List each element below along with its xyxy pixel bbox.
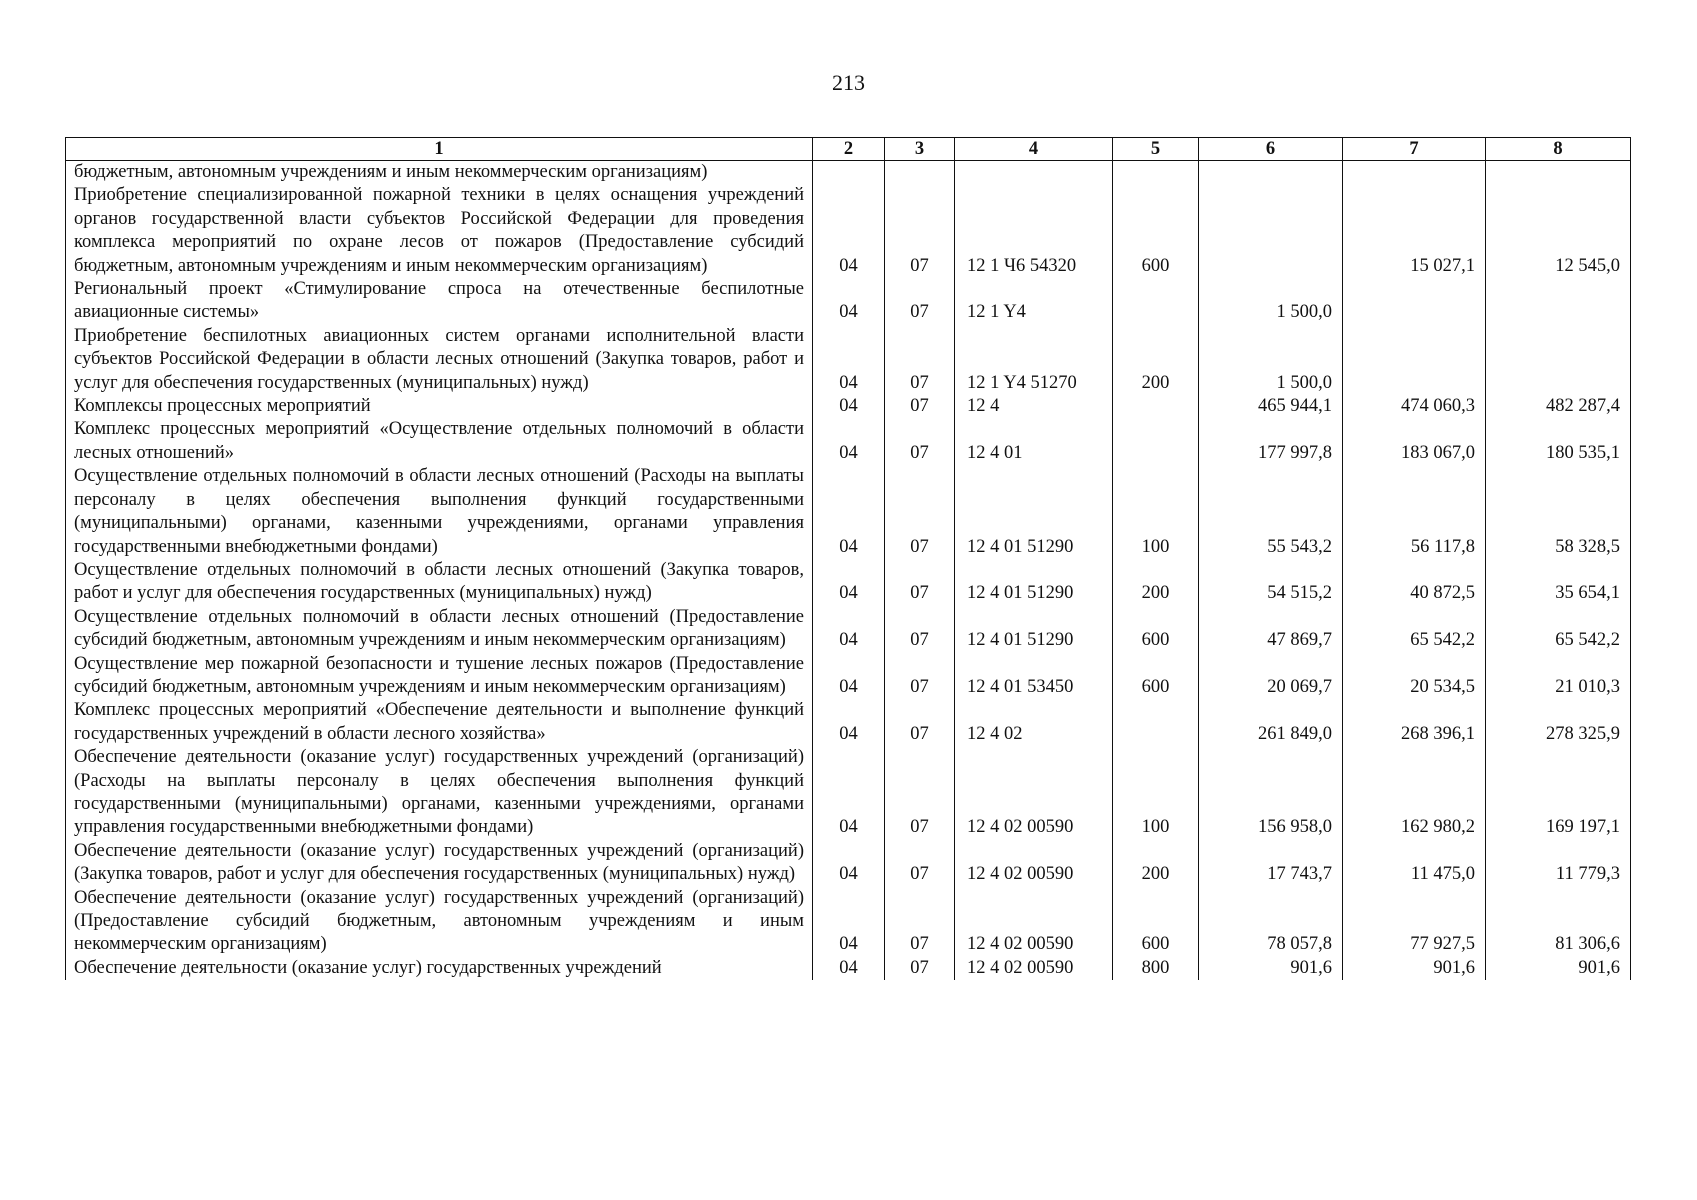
header-col-8: 8 <box>1486 138 1631 161</box>
row-target-article-code: 12 4 01 51290 <box>955 465 1113 559</box>
table-row <box>66 840 1631 887</box>
table-row <box>66 418 1631 465</box>
row-description: Комплекс процессных мероприятий «Обеспечение деятельности и выполнение функций государственных учреждений в области лесного хозяйства» <box>66 699 813 746</box>
row-target-article-code: 12 4 01 51290 <box>955 559 1113 606</box>
table-row <box>66 395 1631 418</box>
row-amount-col6: 1 500,0 <box>1199 278 1343 325</box>
table-row <box>66 606 1631 653</box>
row-expense-type-code: 200 <box>1113 325 1199 395</box>
row-amount-col8: 12 545,0 <box>1486 184 1631 278</box>
row-description: Осуществление мер пожарной безопасности и тушение лесных пожаров (Предоставление субсидий бюджетным, автономным учреждениям и иным некоммерческим организациям) <box>66 653 813 700</box>
row-amount-col8: 81 306,6 <box>1486 887 1631 957</box>
row-description: бюджетным, автономным учреждениям и иным некоммерческим организациям) <box>66 161 813 185</box>
row-section-code: 04 <box>813 559 885 606</box>
row-amount-col7: 901,6 <box>1343 957 1486 980</box>
row-target-article-code: 12 1 Y4 <box>955 278 1113 325</box>
row-section-code: 04 <box>813 395 885 418</box>
row-description: Осуществление отдельных полномочий в области лесных отношений (Закупка товаров, работ и услуг для обеспечения государственных (муниципальных) нужд) <box>66 559 813 606</box>
row-description: Приобретение специализированной пожарной техники в целях оснащения учреждений органов государственной власти субъектов Российской Федерации для проведения комплекса мероприятий по охране лесов от пожаров (Предоставление субсидий бюджетным, автономным учреждениям и иным некоммерческим организациям) <box>66 184 813 278</box>
row-description: Обеспечение деятельности (оказание услуг) государственных учреждений (организаций) (Расходы на выплаты персоналу в целях обеспечения выполнения функций государственными (муниципальными) органами, казенными учреждениями, органами управления государственными внебюджетными фондами) <box>66 746 813 840</box>
row-amount-col7: 474 060,3 <box>1343 395 1486 418</box>
row-section-code: 04 <box>813 418 885 465</box>
row-target-article-code: 12 4 02 00590 <box>955 746 1113 840</box>
row-amount-col6: 465 944,1 <box>1199 395 1343 418</box>
row-target-article-code <box>955 161 1113 185</box>
row-amount-col7: 77 927,5 <box>1343 887 1486 957</box>
row-section-code: 04 <box>813 465 885 559</box>
table-row <box>66 957 1631 980</box>
table-row <box>66 465 1631 559</box>
page-number: 213 <box>832 70 865 95</box>
row-amount-col6: 17 743,7 <box>1199 840 1343 887</box>
row-section-code: 04 <box>813 606 885 653</box>
header-col-4: 4 <box>955 138 1113 161</box>
header-col-5: 5 <box>1113 138 1199 161</box>
row-amount-col6: 1 500,0 <box>1199 325 1343 395</box>
row-description: Обеспечение деятельности (оказание услуг) государственных учреждений <box>66 957 813 980</box>
row-target-article-code: 12 4 02 00590 <box>955 887 1113 957</box>
row-amount-col8: 65 542,2 <box>1486 606 1631 653</box>
row-amount-col8: 35 654,1 <box>1486 559 1631 606</box>
row-subsection-code <box>885 161 955 185</box>
row-amount-col8 <box>1486 161 1631 185</box>
header-row <box>66 138 1631 161</box>
row-amount-col6: 261 849,0 <box>1199 699 1343 746</box>
row-description: Комплексы процессных мероприятий <box>66 395 813 418</box>
table-row <box>66 746 1631 840</box>
row-amount-col7: 15 027,1 <box>1343 184 1486 278</box>
row-section-code: 04 <box>813 325 885 395</box>
row-section-code: 04 <box>813 746 885 840</box>
row-target-article-code: 12 1 Y4 51270 <box>955 325 1113 395</box>
row-expense-type-code <box>1113 395 1199 418</box>
row-subsection-code: 07 <box>885 699 955 746</box>
row-expense-type-code: 600 <box>1113 887 1199 957</box>
row-section-code: 04 <box>813 278 885 325</box>
row-subsection-code: 07 <box>885 840 955 887</box>
row-target-article-code: 12 4 02 00590 <box>955 840 1113 887</box>
row-description: Осуществление отдельных полномочий в области лесных отношений (Расходы на выплаты персоналу в целях обеспечения выполнения функций государственными (муниципальными) органами, казенными учреждениями, органами управления государственными внебюджетными фондами) <box>66 465 813 559</box>
row-amount-col6: 54 515,2 <box>1199 559 1343 606</box>
row-target-article-code: 12 4 02 <box>955 699 1113 746</box>
row-subsection-code: 07 <box>885 325 955 395</box>
row-amount-col8: 58 328,5 <box>1486 465 1631 559</box>
row-section-code: 04 <box>813 653 885 700</box>
header-col-1: 1 <box>66 138 813 161</box>
row-amount-col8: 11 779,3 <box>1486 840 1631 887</box>
row-amount-col8: 21 010,3 <box>1486 653 1631 700</box>
row-subsection-code: 07 <box>885 278 955 325</box>
row-description: Комплекс процессных мероприятий «Осуществление отдельных полномочий в области лесных отношений» <box>66 418 813 465</box>
row-section-code: 04 <box>813 699 885 746</box>
row-amount-col7: 162 980,2 <box>1343 746 1486 840</box>
row-section-code: 04 <box>813 840 885 887</box>
row-section-code <box>813 161 885 185</box>
row-amount-col7: 20 534,5 <box>1343 653 1486 700</box>
table-row <box>66 325 1631 395</box>
table-row <box>66 184 1631 278</box>
row-subsection-code: 07 <box>885 746 955 840</box>
row-expense-type-code: 100 <box>1113 746 1199 840</box>
header-col-7: 7 <box>1343 138 1486 161</box>
header-col-3: 3 <box>885 138 955 161</box>
row-subsection-code: 07 <box>885 957 955 980</box>
header-col-6: 6 <box>1199 138 1343 161</box>
row-subsection-code: 07 <box>885 395 955 418</box>
row-amount-col8: 482 287,4 <box>1486 395 1631 418</box>
row-amount-col6: 47 869,7 <box>1199 606 1343 653</box>
row-amount-col7 <box>1343 161 1486 185</box>
row-section-code: 04 <box>813 887 885 957</box>
row-amount-col6 <box>1199 184 1343 278</box>
header-col-2: 2 <box>813 138 885 161</box>
row-amount-col7: 268 396,1 <box>1343 699 1486 746</box>
row-amount-col7: 56 117,8 <box>1343 465 1486 559</box>
row-amount-col6: 20 069,7 <box>1199 653 1343 700</box>
row-amount-col7: 40 872,5 <box>1343 559 1486 606</box>
row-amount-col7: 183 067,0 <box>1343 418 1486 465</box>
table-row <box>66 653 1631 700</box>
row-amount-col7: 65 542,2 <box>1343 606 1486 653</box>
row-amount-col6: 78 057,8 <box>1199 887 1343 957</box>
row-description: Обеспечение деятельности (оказание услуг) государственных учреждений (организаций) (Предоставление субсидий бюджетным, автономным учреждениям и иным некоммерческим организациям) <box>66 887 813 957</box>
row-amount-col6 <box>1199 161 1343 185</box>
row-expense-type-code: 100 <box>1113 465 1199 559</box>
row-target-article-code: 12 4 01 <box>955 418 1113 465</box>
row-target-article-code: 12 4 02 00590 <box>955 957 1113 980</box>
row-amount-col7 <box>1343 325 1486 395</box>
row-description: Приобретение беспилотных авиационных систем органами исполнительной власти субъектов Российской Федерации в области лесных отношений (Закупка товаров, работ и услуг для обеспечения государственных (муниципальных) нужд) <box>66 325 813 395</box>
row-amount-col8: 169 197,1 <box>1486 746 1631 840</box>
row-expense-type-code: 200 <box>1113 840 1199 887</box>
row-amount-col6: 901,6 <box>1199 957 1343 980</box>
row-amount-col7: 11 475,0 <box>1343 840 1486 887</box>
table-row <box>66 887 1631 957</box>
row-description: Обеспечение деятельности (оказание услуг) государственных учреждений (организаций) (Закупка товаров, работ и услуг для обеспечения государственных (муниципальных) нужд) <box>66 840 813 887</box>
row-expense-type-code <box>1113 278 1199 325</box>
row-section-code: 04 <box>813 957 885 980</box>
row-target-article-code: 12 1 Ч6 54320 <box>955 184 1113 278</box>
row-expense-type-code: 800 <box>1113 957 1199 980</box>
row-expense-type-code: 600 <box>1113 184 1199 278</box>
row-amount-col8: 278 325,9 <box>1486 699 1631 746</box>
row-amount-col7 <box>1343 278 1486 325</box>
row-amount-col6: 156 958,0 <box>1199 746 1343 840</box>
row-amount-col8: 901,6 <box>1486 957 1631 980</box>
table-body <box>66 161 1631 981</box>
row-amount-col8 <box>1486 325 1631 395</box>
row-target-article-code: 12 4 01 53450 <box>955 653 1113 700</box>
table-row <box>66 559 1631 606</box>
row-amount-col8 <box>1486 278 1631 325</box>
row-expense-type-code: 600 <box>1113 606 1199 653</box>
row-amount-col8: 180 535,1 <box>1486 418 1631 465</box>
row-target-article-code: 12 4 01 51290 <box>955 606 1113 653</box>
table-row <box>66 278 1631 325</box>
row-subsection-code: 07 <box>885 465 955 559</box>
budget-table <box>65 137 1631 980</box>
table-row <box>66 161 1631 185</box>
row-expense-type-code <box>1113 418 1199 465</box>
row-amount-col6: 177 997,8 <box>1199 418 1343 465</box>
row-subsection-code: 07 <box>885 184 955 278</box>
row-target-article-code: 12 4 <box>955 395 1113 418</box>
row-description: Осуществление отдельных полномочий в области лесных отношений (Предоставление субсидий бюджетным, автономным учреждениям и иным некоммерческим организациям) <box>66 606 813 653</box>
row-subsection-code: 07 <box>885 606 955 653</box>
row-subsection-code: 07 <box>885 653 955 700</box>
row-description: Региональный проект «Стимулирование спроса на отечественные беспилотные авиационные системы» <box>66 278 813 325</box>
row-expense-type-code <box>1113 699 1199 746</box>
row-subsection-code: 07 <box>885 559 955 606</box>
row-expense-type-code <box>1113 161 1199 185</box>
row-subsection-code: 07 <box>885 887 955 957</box>
row-expense-type-code: 200 <box>1113 559 1199 606</box>
row-subsection-code: 07 <box>885 418 955 465</box>
row-section-code: 04 <box>813 184 885 278</box>
row-expense-type-code: 600 <box>1113 653 1199 700</box>
table-row <box>66 699 1631 746</box>
table-header <box>66 138 1631 161</box>
row-amount-col6: 55 543,2 <box>1199 465 1343 559</box>
